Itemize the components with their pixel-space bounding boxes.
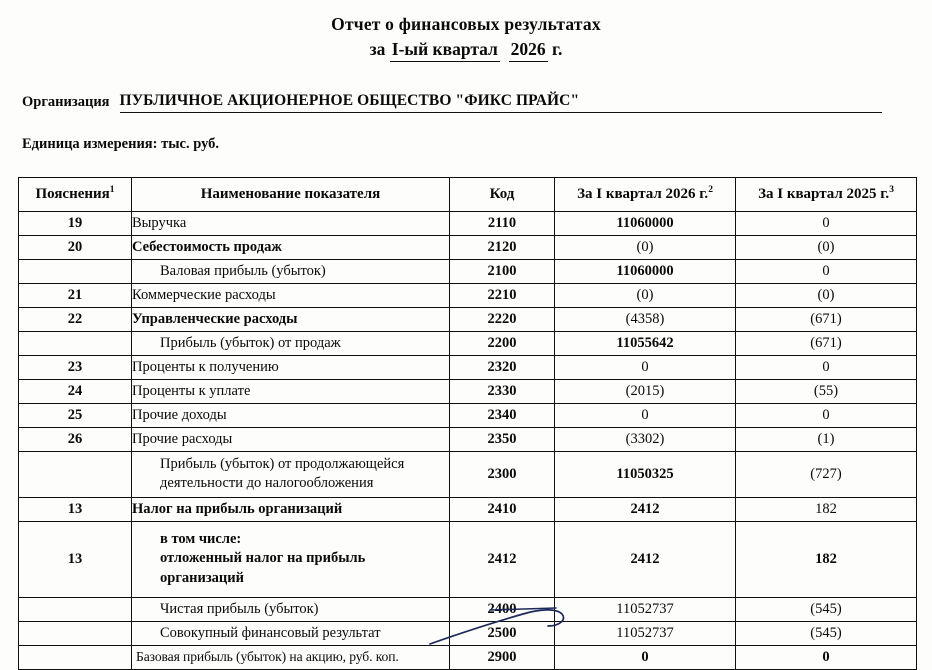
table-row xyxy=(19,307,917,331)
row-value-previous: 0 xyxy=(736,403,917,427)
table-row xyxy=(19,645,917,669)
row-note: 25 xyxy=(19,403,132,427)
row-indicator-label: Валовая прибыль (убыток) xyxy=(160,262,326,279)
table-row xyxy=(19,235,917,259)
row-value-previous: 182 xyxy=(736,521,917,597)
row-value-previous: 0 xyxy=(736,211,917,235)
organization-label: Организация xyxy=(22,93,110,110)
row-value-current: (0) xyxy=(555,283,736,307)
row-value-current: 0 xyxy=(555,645,736,669)
row-indicator-line2: отложенный налог на прибыль xyxy=(160,550,366,567)
row-note: 26 xyxy=(19,427,132,451)
financial-results-table-wrap xyxy=(18,177,916,670)
table-row xyxy=(19,331,917,355)
row-value-previous: (1) xyxy=(736,427,917,451)
row-note: 13 xyxy=(19,497,132,521)
row-code: 2412 xyxy=(450,521,555,597)
row-value-current: 11052737 xyxy=(555,621,736,645)
table-row xyxy=(19,259,917,283)
row-note: 19 xyxy=(19,211,132,235)
row-value-previous: (545) xyxy=(736,597,917,621)
row-indicator-label: Прибыль (убыток) от продаж xyxy=(160,334,341,351)
row-value-current: 11050325 xyxy=(555,451,736,497)
row-note: 22 xyxy=(19,307,132,331)
row-value-previous: (545) xyxy=(736,621,917,645)
row-note: 23 xyxy=(19,355,132,379)
financial-results-table xyxy=(18,177,917,670)
table-row xyxy=(19,597,917,621)
row-indicator-line1: в том числе: xyxy=(160,531,242,548)
table-row xyxy=(19,403,917,427)
row-code: 2210 xyxy=(450,283,555,307)
row-code: 2220 xyxy=(450,307,555,331)
row-indicator: Управленческие расходы xyxy=(132,307,450,331)
document-title xyxy=(0,0,932,37)
row-indicator xyxy=(132,621,450,645)
row-code: 2340 xyxy=(450,403,555,427)
row-value-current: 2412 xyxy=(555,521,736,597)
row-note xyxy=(19,451,132,497)
row-value-current: 11055642 xyxy=(555,331,736,355)
row-code: 2200 xyxy=(450,331,555,355)
row-value-previous: (55) xyxy=(736,379,917,403)
row-code: 2320 xyxy=(450,355,555,379)
table-row xyxy=(19,283,917,307)
row-indicator: Налог на прибыль организаций xyxy=(132,497,450,521)
row-note xyxy=(19,597,132,621)
period-quarter: I-ый квартал xyxy=(390,39,500,62)
row-indicator-line3: организаций xyxy=(160,569,244,586)
row-value-current: (3302) xyxy=(555,427,736,451)
row-note: 20 xyxy=(19,235,132,259)
row-value-current: 11060000 xyxy=(555,259,736,283)
row-value-previous: (0) xyxy=(736,235,917,259)
row-code: 2410 xyxy=(450,497,555,521)
row-note: 24 xyxy=(19,379,132,403)
row-value-previous: 0 xyxy=(736,355,917,379)
row-value-current: 11052737 xyxy=(555,597,736,621)
row-value-current: 0 xyxy=(555,355,736,379)
row-code: 2100 xyxy=(450,259,555,283)
footnote-marker-3: 3 xyxy=(889,185,894,196)
row-code: 2400 xyxy=(450,597,555,621)
table-row xyxy=(19,451,917,497)
row-indicator: Базовая прибыль (убыток) на акцию, руб. коп. xyxy=(132,645,450,669)
row-indicator xyxy=(132,331,450,355)
column-header-current-period xyxy=(555,177,736,211)
table-row xyxy=(19,621,917,645)
table-row xyxy=(19,427,917,451)
footnote-marker-1: 1 xyxy=(109,185,115,196)
row-value-current: (2015) xyxy=(555,379,736,403)
row-value-current: 11060000 xyxy=(555,211,736,235)
row-indicator xyxy=(132,597,450,621)
row-indicator: Прочие расходы xyxy=(132,427,450,451)
organization-name: ПУБЛИЧНОЕ АКЦИОНЕРНОЕ ОБЩЕСТВО "ФИКС ПРАЙС" xyxy=(120,92,882,113)
column-header-current-label: За I квартал 2026 г. xyxy=(577,186,709,203)
row-indicator: Себестоимость продаж xyxy=(132,235,450,259)
period-year: 2026 xyxy=(509,39,548,62)
row-indicator-line1: Прибыль (убыток) от продолжающейся xyxy=(160,455,405,472)
row-code: 2300 xyxy=(450,451,555,497)
row-code: 2330 xyxy=(450,379,555,403)
row-value-current: 2412 xyxy=(555,497,736,521)
document-title-text: Отчет о финансовых результатах xyxy=(331,14,601,34)
row-code: 2500 xyxy=(450,621,555,645)
row-value-current: (4358) xyxy=(555,307,736,331)
table-row xyxy=(19,355,917,379)
row-note: 21 xyxy=(19,283,132,307)
table-row xyxy=(19,497,917,521)
row-code: 2900 xyxy=(450,645,555,669)
row-indicator: Проценты к уплате xyxy=(132,379,450,403)
row-note: 13 xyxy=(19,521,132,597)
column-header-indicator: Наименование показателя xyxy=(132,177,450,211)
row-value-current: 0 xyxy=(555,403,736,427)
row-note xyxy=(19,645,132,669)
period-prefix: за xyxy=(369,38,390,59)
row-value-previous: 182 xyxy=(736,497,917,521)
table-header-row xyxy=(19,177,917,211)
footnote-marker-2: 2 xyxy=(708,185,713,196)
organization-row xyxy=(22,92,882,113)
row-indicator: Прочие доходы xyxy=(132,403,450,427)
row-indicator: Коммерческие расходы xyxy=(132,283,450,307)
row-code: 2350 xyxy=(450,427,555,451)
row-note xyxy=(19,621,132,645)
table-row xyxy=(19,521,917,597)
unit-of-measure: Единица измерения: тыс. руб. xyxy=(22,135,220,152)
row-indicator xyxy=(132,521,450,597)
column-header-notes-label: Пояснения xyxy=(35,186,110,203)
row-indicator-label: Чистая прибыль (убыток) xyxy=(160,600,319,617)
column-header-previous-period xyxy=(736,177,917,211)
row-value-previous: (671) xyxy=(736,331,917,355)
row-value-previous: 0 xyxy=(736,645,917,669)
table-row xyxy=(19,211,917,235)
document-period-line xyxy=(0,39,932,62)
row-value-current: (0) xyxy=(555,235,736,259)
column-header-previous-label: За I квартал 2025 г. xyxy=(758,186,890,203)
row-indicator xyxy=(132,259,450,283)
table-row xyxy=(19,379,917,403)
row-code: 2120 xyxy=(450,235,555,259)
row-note xyxy=(19,331,132,355)
period-suffix: г. xyxy=(547,38,563,59)
row-value-previous: (671) xyxy=(736,307,917,331)
row-value-previous: 0 xyxy=(736,259,917,283)
column-header-notes xyxy=(19,177,132,211)
row-value-previous: (0) xyxy=(736,283,917,307)
row-indicator xyxy=(132,451,450,497)
period-gap xyxy=(500,39,509,59)
row-indicator: Проценты к получению xyxy=(132,355,450,379)
row-indicator-label: Совокупный финансовый результат xyxy=(160,624,381,641)
row-indicator: Выручка xyxy=(132,211,450,235)
row-indicator-line2: деятельности до налогообложения xyxy=(160,475,374,492)
row-note xyxy=(19,259,132,283)
row-code: 2110 xyxy=(450,211,555,235)
row-value-previous: (727) xyxy=(736,451,917,497)
column-header-code: Код xyxy=(450,177,555,211)
